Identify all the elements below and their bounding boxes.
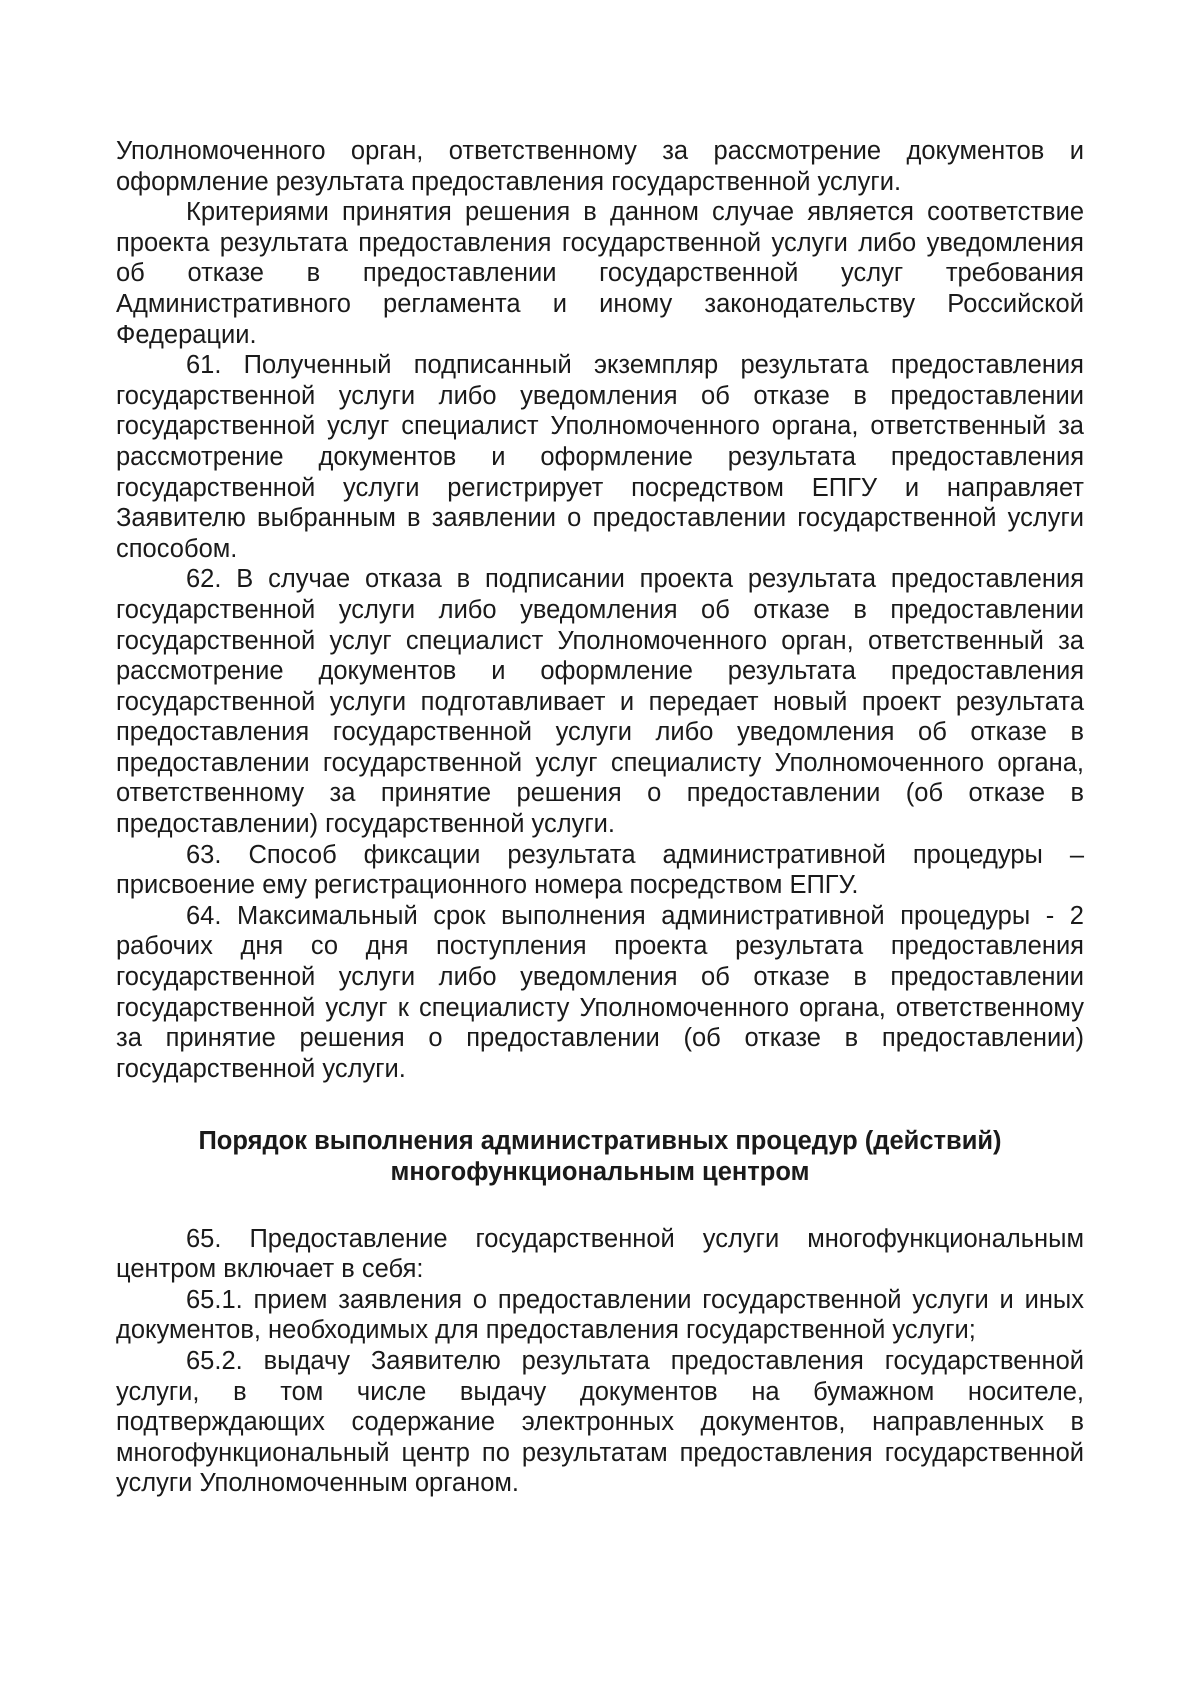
section-heading-line2: многофункциональным центром xyxy=(390,1158,810,1186)
document-page xyxy=(116,136,1084,1499)
paragraph-65: 65. Предоставление государственной услуги многофункциональным центром включает в себя: xyxy=(116,1224,1084,1284)
section-heading-line1: Порядок выполнения административных процедур (действий) xyxy=(198,1127,1002,1156)
section-heading xyxy=(116,1126,1084,1187)
paragraph-65-1: 65.1. прием заявления о предоставлении государственной услуги и иных документов, необходимых для предоставления государственной услуги; xyxy=(116,1285,1084,1345)
paragraph-criteria: Критериями принятия решения в данном случае является соответствие проекта результата предоставления государственной услуги либо уведомления об отказе в предоставлении государственной услуг требования Административного регламента и иному законодательству Российской Федерации. xyxy=(116,198,1084,349)
paragraph-64: 64. Максимальный срок выполнения административной процедуры - 2 рабочих дня со дня поступления проекта результата предоставления государственной услуги либо уведомления об отказе в предоставлении государственной услуг к специалисту Уполномоченного органа, ответственному за принятие решения о предоставлении (об отказе в предоставлении) государственной услуги. xyxy=(116,901,1084,1083)
paragraph-65-2: 65.2. выдачу Заявителю результата предоставления государственной услуги, в том числе выдачу документов на бумажном носителе, подтверждающих содержание электронных документов, направленных в многофункциональный центр по результатам предоставления государственной услуги Уполномоченным органом. xyxy=(116,1346,1084,1498)
paragraph-62: 62. В случае отказа в подписании проекта результата предоставления государственной услуги либо уведомления об отказе в предоставлении государственной услуг специалист Уполномоченного орган, ответственный за рассмотрение документов и оформление результата предоставления государственной услуги подготавливает и передает новый проект результата предоставления государственной услуги либо уведомления об отказе в предоставлении государственной услуг специалисту Уполномоченного органа, ответственному за принятие решения о предоставлении (об отказе в предоставлении) государственной услуги. xyxy=(116,565,1084,839)
paragraph-continuation: Уполномоченного орган, ответственному за рассмотрение документов и оформление результата предоставления государственной услуги. xyxy=(116,137,1084,196)
paragraph-63: 63. Способ фиксации результата административной процедуры – присвоение ему регистрационного номера посредством ЕПГУ. xyxy=(116,840,1084,900)
paragraph-61: 61. Полученный подписанный экземпляр результата предоставления государственной услуги либо уведомления об отказе в предоставлении государственной услуг специалист Уполномоченного органа, ответственный за рассмотрение документов и оформление результата предоставления государственной услуги регистрирует посредством ЕПГУ и направляет Заявителю выбранным в заявлении о предоставлении государственной услуги способом. xyxy=(116,351,1084,563)
